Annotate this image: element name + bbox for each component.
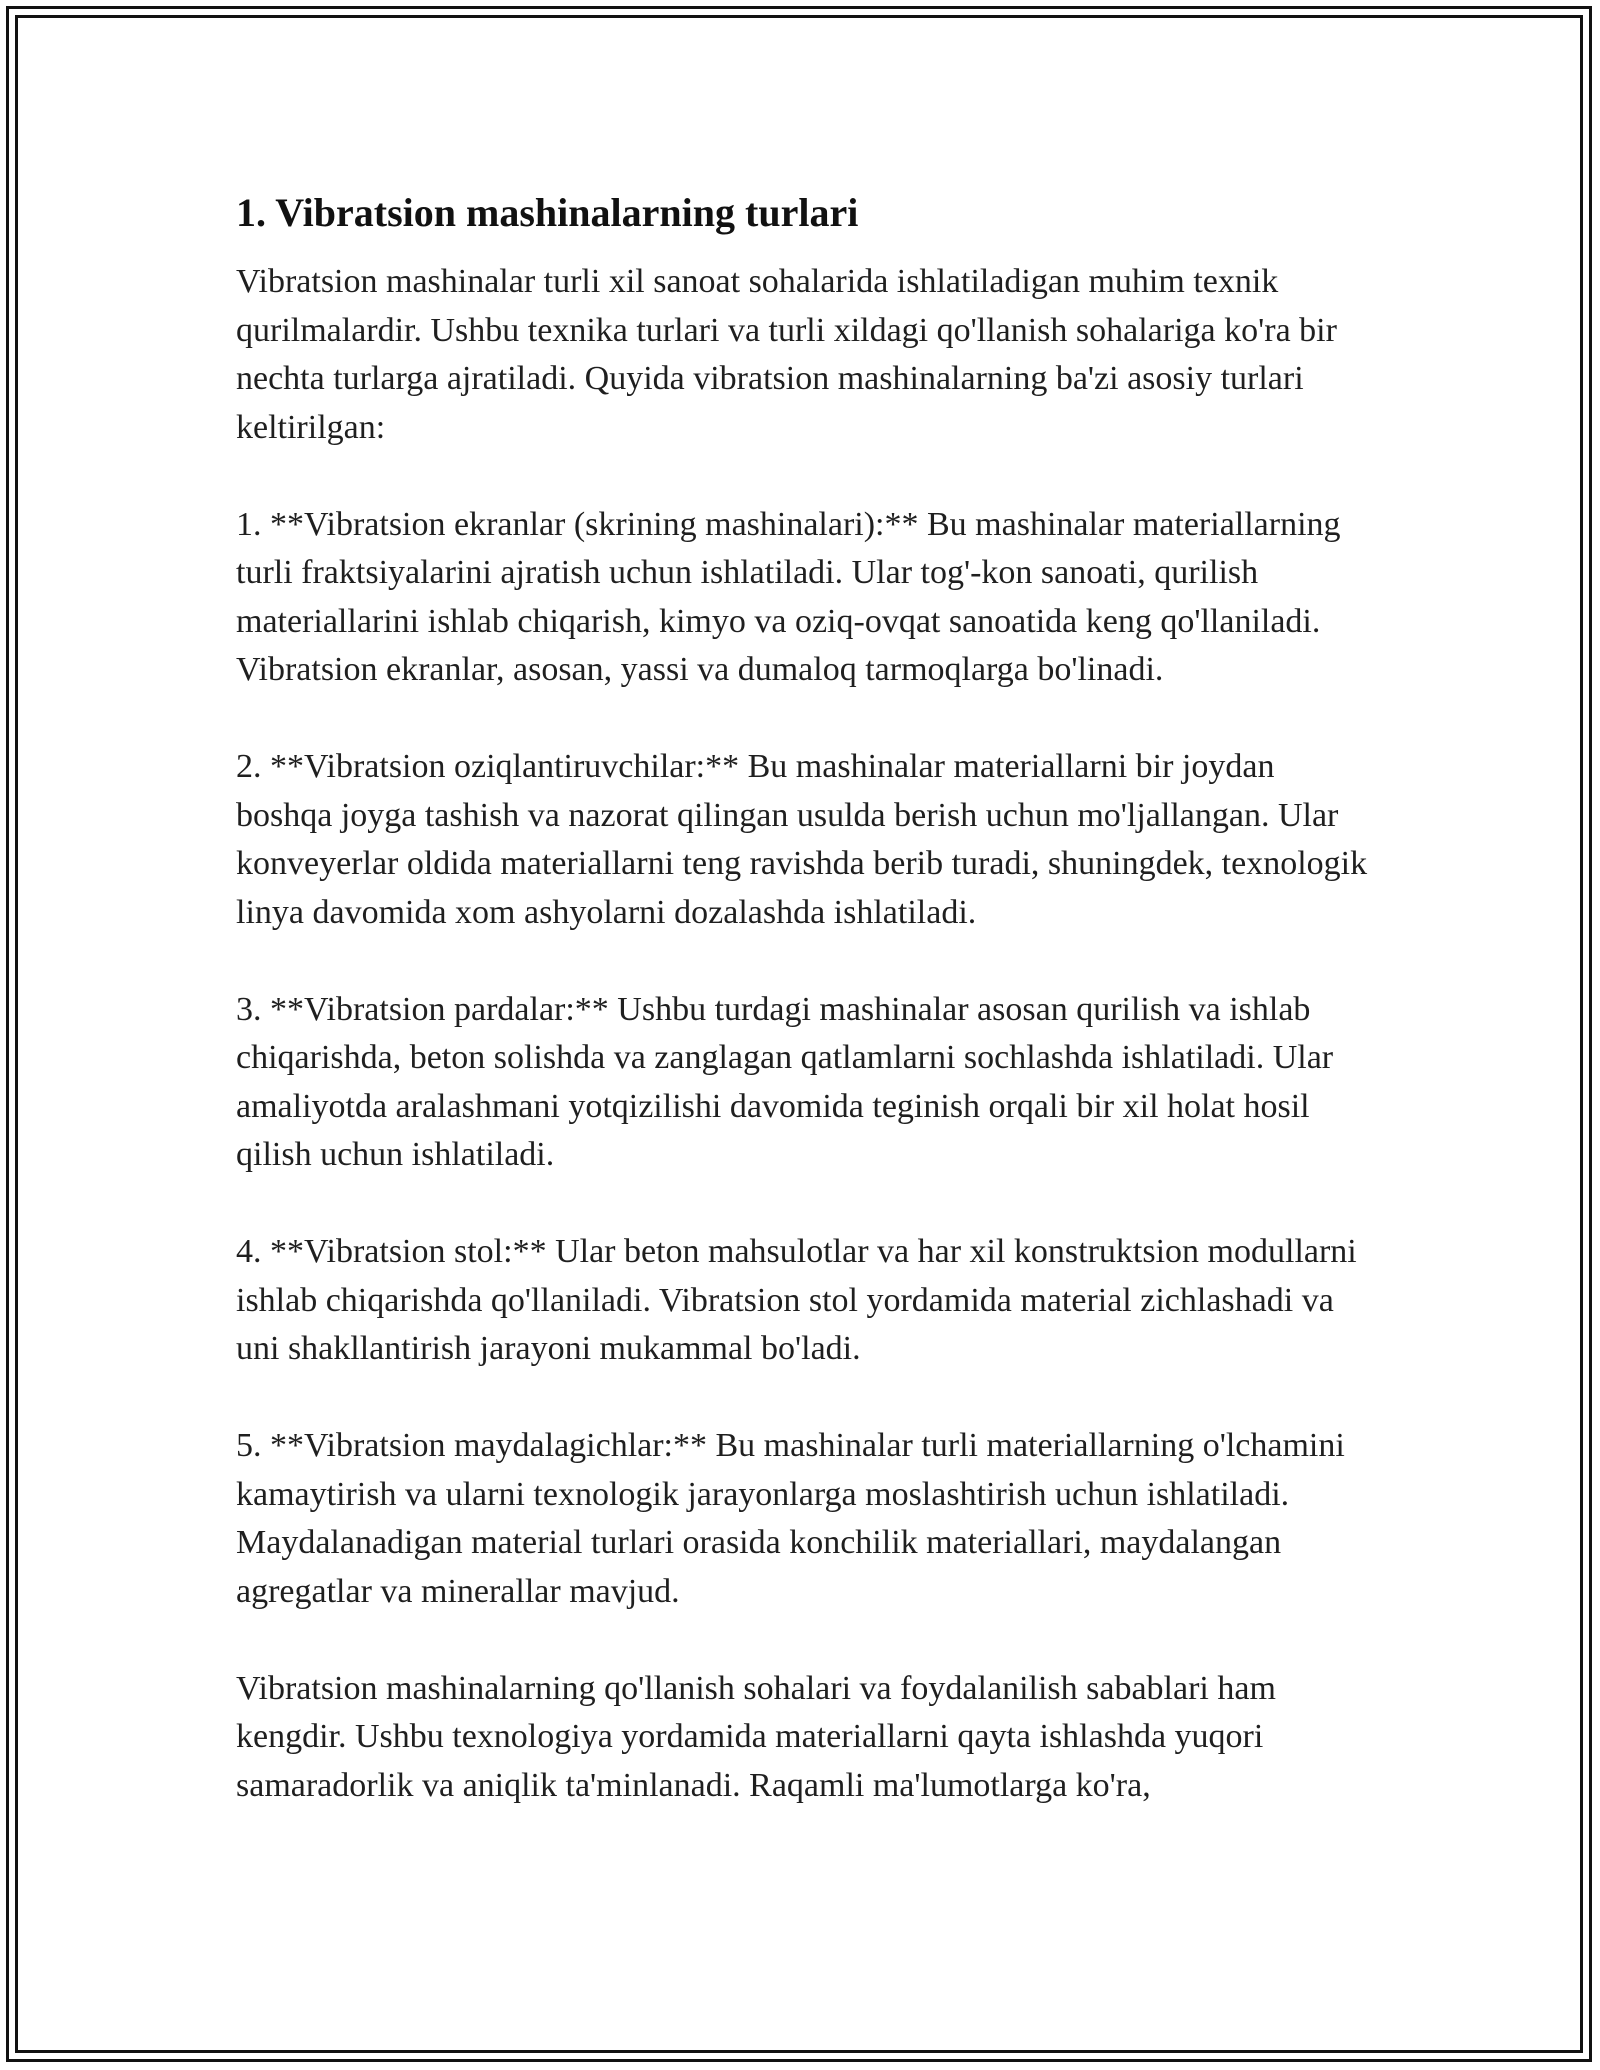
list-item-3-paragraph: 3. **Vibratsion pardalar:** Ushbu turdagi mashinalar asosan qurilish va ishlab chiqarishda, beton solishda va zanglagan qatlamlarni sochlashda ishlatiladi. Ular amaliyotda aralashmani yotqizilishi davomida teginish orqali bir xil holat hosil qilish uchun ishlatiladi. — [236, 990, 1334, 1173]
intro-paragraph: Vibratsion mashinalar turli xil sanoat sohalarida ishlatiladigan muhim texnik qurilmalardir. Ushbu texnika turlari va turli xildagi qo'llanish sohalariga ko'ra bir nechta turlarga ajratiladi. Quyida vibratsion mashinalarning ba'zi asosiy turlari keltirilgan: — [236, 263, 1337, 446]
list-item-5-paragraph: 5. **Vibratsion maydalagichlar:** Bu mashinalar turli materiallarning o'lchamini kamaytirish va ularni texnologik jarayonlarga moslashtirish uchun ishlatiladi. Maydalanadigan material turlari orasida konchilik materiallari, maydalangan agregatlar va minerallar mavjud. — [236, 1427, 1345, 1610]
section-heading: 1. Vibratsion mashinalarning turlari — [236, 190, 859, 235]
list-item-1-paragraph: 1. **Vibratsion ekranlar (skrining mashinalari):** Bu mashinalar materiallarning turli fraktsiyalarini ajratish uchun ishlatiladi. Ular tog'-kon sanoati, qurilish materiallarini ishlab chiqarish, kimyo va oziq-ovqat sanoatida keng qo'llaniladi. Vibratsion ekranlar, asosan, yassi va dumaloq tarmoqlarga bo'linadi. — [236, 505, 1341, 688]
closing-paragraph: Vibratsion mashinalarning qo'llanish sohalari va foydalanilish sabablari ham kengdir. Ushbu texnologiya yordamida materiallarni qayta ishlashda yuqori samaradorlik va aniqlik ta'minlanadi. Raqamli ma'lumotlarga ko'ra, — [236, 1669, 1276, 1804]
list-item-2-paragraph: 2. **Vibratsion oziqlantiruvchilar:** Bu mashinalar materiallarni bir joydan boshqa joyga tashish va nazorat qilingan usulda berish uchun mo'ljallangan. Ular konveyerlar oldida materiallarni teng ravishda berib turadi, shuningdek, texnologik linya davomida xom ashyolarni dozalashda ishlatiladi. — [236, 748, 1368, 931]
document-body — [236, 186, 1376, 1810]
list-item-4-paragraph: 4. **Vibratsion stol:** Ular beton mahsulotlar va har xil konstruktsion modullarni ishlab chiqarishda qo'llaniladi. Vibratsion stol yordamida material zichlashadi va uni shakllantirish jarayoni mukammal bo'ladi. — [236, 1233, 1357, 1367]
